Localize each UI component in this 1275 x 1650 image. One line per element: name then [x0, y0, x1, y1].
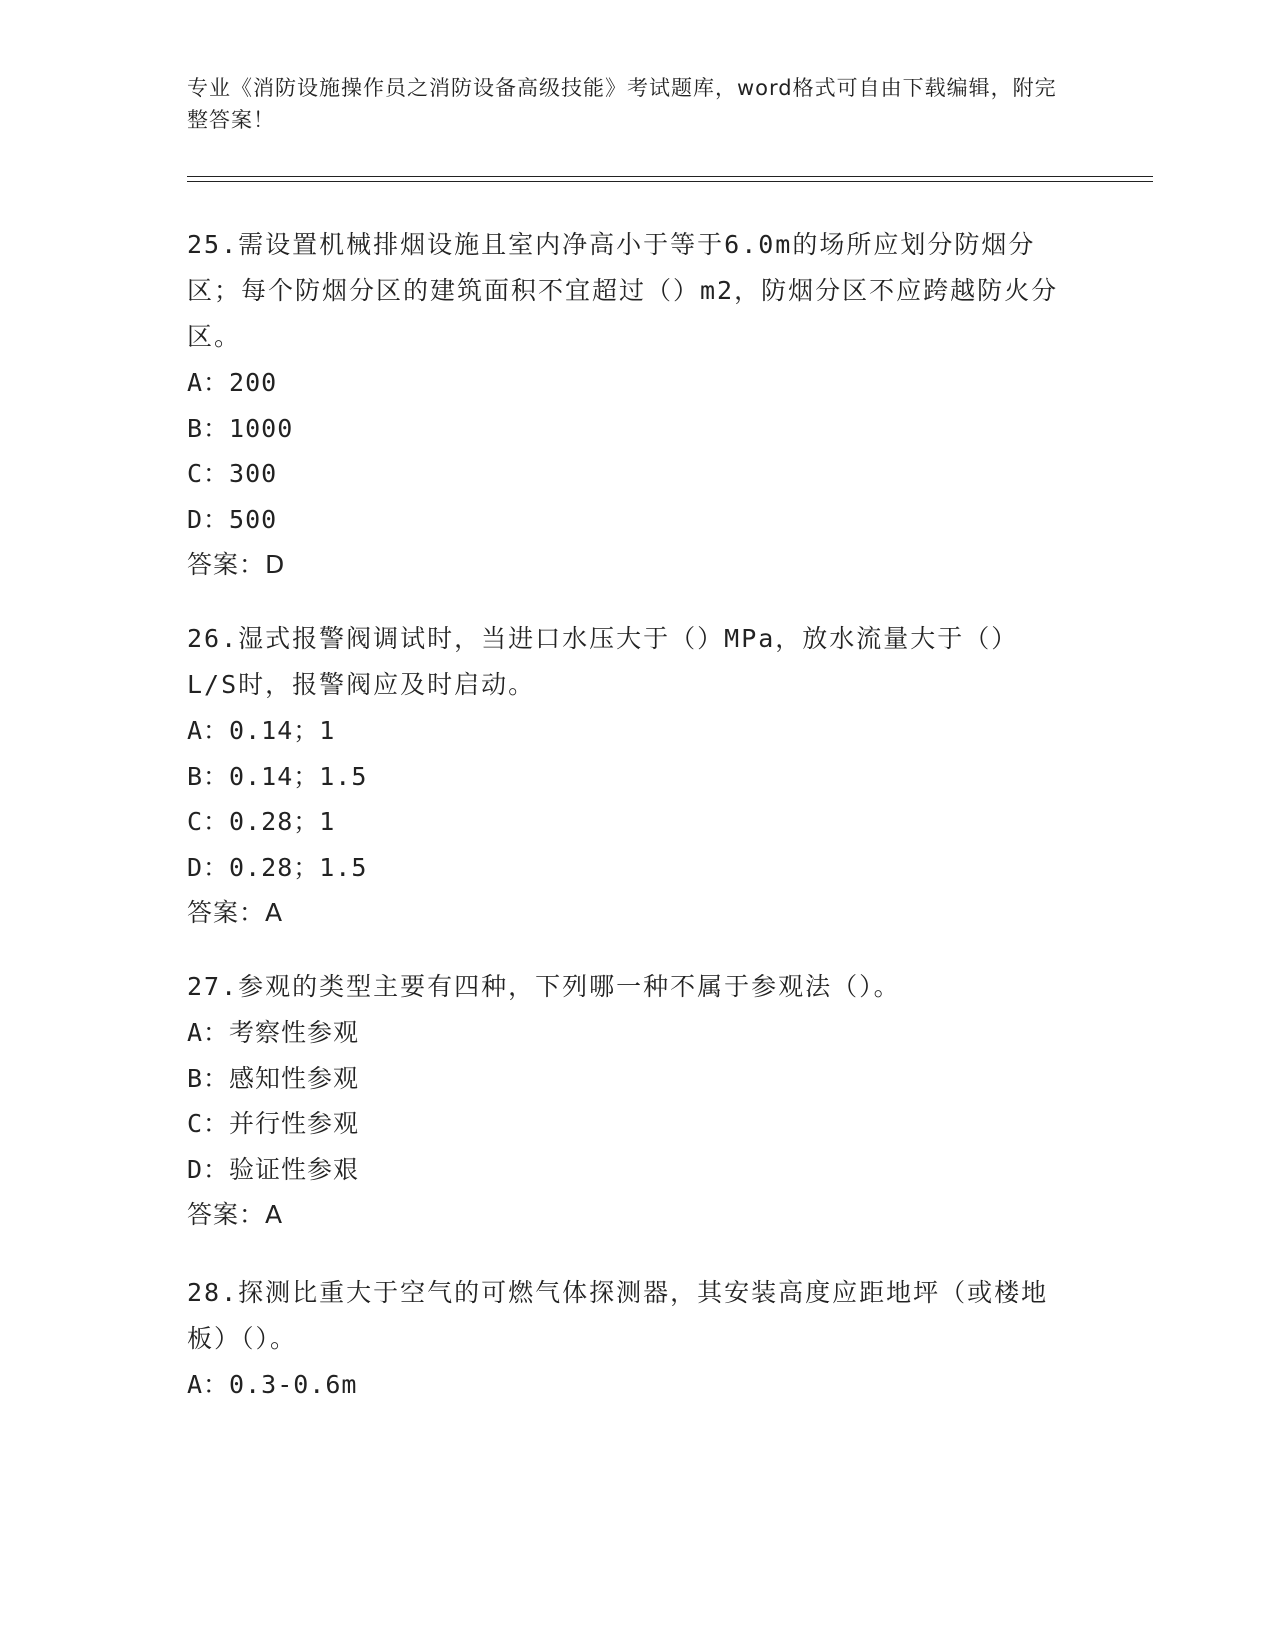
answer-text: 答案：D: [187, 550, 286, 579]
question-25: [187, 222, 1067, 588]
option-c: C：300: [187, 459, 278, 488]
question-27: [187, 964, 1067, 1238]
option-b: B：0.14；1.5: [187, 761, 368, 791]
option-a: A：200: [187, 368, 278, 397]
option-d: D：500: [187, 504, 278, 534]
option-c: C：并行性参观: [187, 1109, 360, 1138]
question-stem: 26.湿式报警阀调试时，当进口水压大于（）MPa，放水流量大于（）L/S时，报警阀应及时启动。: [187, 624, 1019, 699]
option-b: B：感知性参观: [187, 1063, 360, 1093]
document-header: [187, 72, 1067, 136]
header-rule-top: [187, 176, 1153, 177]
option-c: C：0.28；1: [187, 807, 336, 836]
question-28: [187, 1270, 1067, 1408]
header-rule-bottom: [187, 181, 1153, 182]
option-a: A：考察性参观: [187, 1018, 360, 1047]
option-b: B：1000: [187, 413, 294, 443]
question-stem: 27.参观的类型主要有四种，下列哪一种不属于参观法（）。: [187, 972, 901, 1001]
option-d: D：验证性参艰: [187, 1154, 360, 1184]
header-intro-text: 专业《消防设施操作员之消防设备高级技能》考试题库，word格式可自由下载编辑，附完整答案！: [187, 76, 1057, 132]
answer-text: 答案：A: [187, 1200, 284, 1229]
question-26: [187, 616, 1067, 936]
question-stem: 25.需设置机械排烟设施且室内净高小于等于6.0m的场所应划分防烟分区；每个防烟分区的建筑面积不宜超过（）m2，防烟分区不应跨越防火分区。: [187, 230, 1059, 351]
option-d: D：0.28；1.5: [187, 852, 368, 882]
question-stem: 28.探测比重大于空气的可燃气体探测器，其安装高度应距地坪（或楼地板）（）。: [187, 1278, 1049, 1353]
answer-text: 答案：A: [187, 898, 284, 927]
option-a: A：0.14；1: [187, 716, 336, 745]
option-a: A：0.3-0.6m: [187, 1370, 358, 1399]
